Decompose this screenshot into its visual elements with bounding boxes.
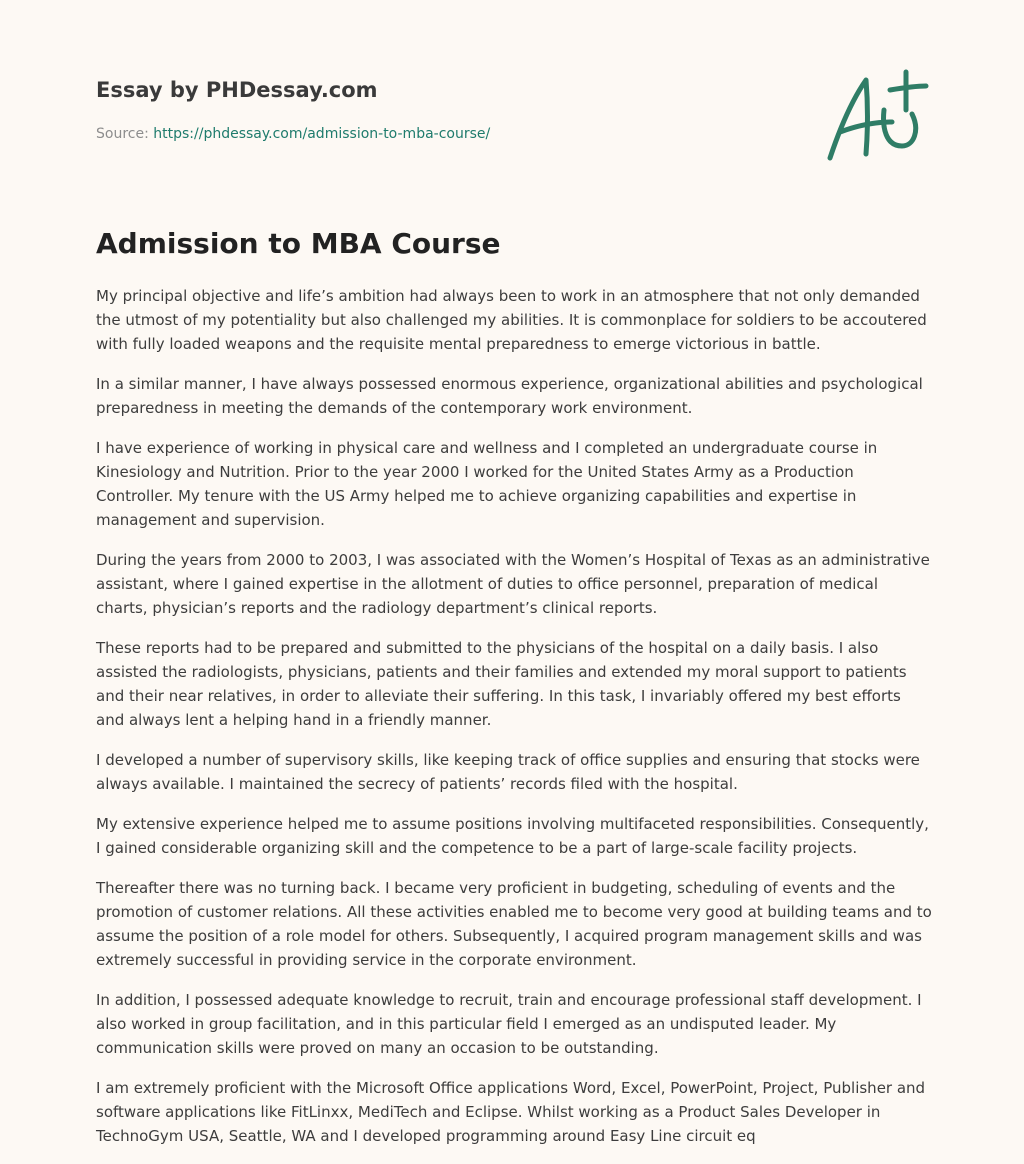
source-link[interactable]: https://phdessay.com/admission-to-mba-course/ — [153, 126, 491, 142]
essay-content — [96, 224, 932, 1164]
essay-paragraph: I developed a number of supervisory skills, like keeping track of office supplies and ensuring that stocks were always available. I maintained the secrecy of patients’ records filed with the hospital. — [96, 751, 920, 793]
essay-paragraph: In addition, I possessed adequate knowledge to recruit, train and encourage professional staff development. I also worked in group facilitation, and in this particular field I emerged as an undisputed leader. My communication skills were proved on many an occasion to be outstanding. — [96, 991, 922, 1057]
a-plus-logo-icon — [822, 66, 932, 166]
essay-paragraph: My principal objective and life’s ambition had always been to work in an atmosphere that not only demanded the utmost of my potentiality but also challenged my abilities. It is commonplace for soldiers to be accoutered with fully loaded weapons and the requisite mental preparedness to emerge victorious in battle. — [96, 287, 927, 353]
essay-title: Admission to MBA Course — [96, 227, 501, 260]
essay-paragraph: During the years from 2000 to 2003, I was associated with the Women’s Hospital of Texas as an administrative assistant, where I gained expertise in the allotment of duties to office personnel, preparation of medical charts, physician’s reports and the radiology department’s clinical reports. — [96, 551, 930, 617]
essay-paragraph: My extensive experience helped me to assume positions involving multifaceted responsibilities. Consequently, I gained considerable organizing skill and the competence to be a part of large-scale facility projects. — [96, 815, 929, 857]
essay-paragraph: These reports had to be prepared and submitted to the physicians of the hospital on a daily basis. I also assisted the radiologists, physicians, patients and their families and extended my moral support to patients and their near relatives, in order to alleviate their suffering. In this task, I invariably offered my best efforts and always lent a helping hand in a friendly manner. — [96, 639, 907, 729]
essay-paragraph: In a similar manner, I have always possessed enormous experience, organizational abilities and psychological preparedness in meeting the demands of the contemporary work environment. — [96, 375, 923, 417]
source-label: Source: — [96, 126, 149, 142]
page-header — [96, 74, 796, 144]
source-line — [96, 124, 796, 144]
essay-paragraph: I am extremely proficient with the Microsoft Office applications Word, Excel, PowerPoint, Project, Publisher and software applications like FitLinxx, MediTech and Eclipse. Whilst working as a Product Sales Developer in TechnoGym USA, Seattle, WA and I developed programming around Easy Line circuit eq — [96, 1079, 926, 1145]
site-title: Essay by PHDessay.com — [96, 78, 378, 102]
essay-paragraph: I have experience of working in physical care and wellness and I completed an undergraduate course in Kinesiology and Nutrition. Prior to the year 2000 I worked for the United States Army as a Production Controller. My tenure with the US Army helped me to achieve organizing capabilities and expertise in management and supervision. — [96, 439, 878, 529]
essay-paragraph: Thereafter there was no turning back. I became very proficient in budgeting, scheduling of events and the promotion of customer relations. All these activities enabled me to become very good at building teams and to assume the position of a role model for others. Subsequently, I acquired program management skills and was extremely successful in providing service in the corporate environment. — [96, 879, 932, 969]
